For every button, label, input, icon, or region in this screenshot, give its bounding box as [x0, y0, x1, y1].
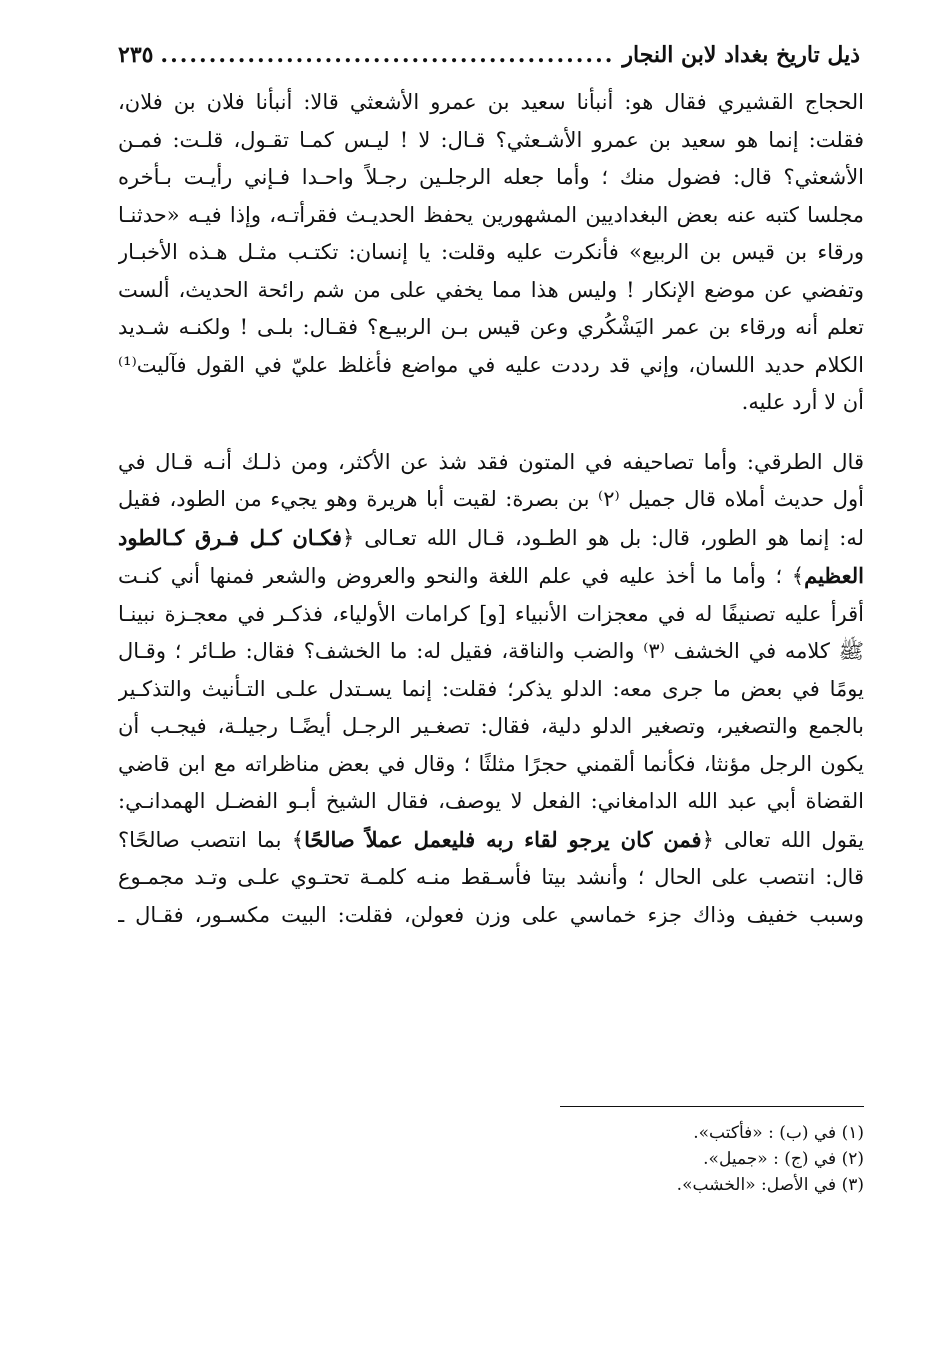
footnote-divider [560, 1106, 864, 1107]
leader-dots [161, 42, 614, 68]
quran-verse: العظيم [804, 563, 864, 588]
text-line: ورقاء بن قيس بن الربيع» فأنكرت عليه وقلت: يا إنسان: تكتـب مثـل هـذه الأخبـار [118, 240, 864, 264]
running-header [118, 40, 860, 70]
text-line [118, 557, 864, 596]
text-line: الكلام حديد اللسان، وإني قد رددت عليه في مواضع فأغلظ عليّ في القول فآليت⁽¹⁾ [118, 352, 864, 377]
paragraph-gap [118, 422, 864, 444]
text-line: تعلم أنه ورقاء بن عمر اليَشْكُري وعن قيس بـن الربيـع؟ فقـال: بلـى ! ولكنـه شـديد [118, 315, 864, 339]
text-segment: يقول الله تعالى ﴿ [701, 827, 864, 852]
text-line: أقرأ عليه تصنيفًا له في معجزات الأنبياء [و] كرامات الأولياء، فذكـر في معجـزة نبينـا [118, 601, 864, 626]
text-line: يكون الرجل مؤنثا، فكأنما ألقمني حجرًا مثلثًا ؛ وقال في بعض مناظراته مع ابن قاضي [118, 751, 864, 776]
footnote: (١) في (ب) : «فأكتب». [693, 1123, 864, 1143]
text-line [118, 519, 864, 558]
text-line: الأشعثي؟ قال: فضول منك ؛ وأما جعله الرجلـين رجـلاً واحـدا فـإني رأيـت بـأخره [118, 165, 864, 189]
book-title: ذيل تاريخ بغداد لابن النجار [622, 42, 860, 68]
page-number: ٢٣٥ [118, 42, 154, 68]
text-line: وسبب خفيف وذاك جزء خماسي على وزن فعولن، فقلت: البيت مكسـور، فقـال ـ [118, 902, 864, 927]
text-segment: ﴾ بما انتصب صالحًا؟ [118, 827, 305, 852]
footnote: (٢) في (ج) : «جميل». [703, 1149, 864, 1169]
footnotes [118, 1120, 864, 1198]
main-text [118, 84, 864, 934]
text-line: قال: انتصب على الحال ؛ وأنشد بيتا فأسـقط منـه كلمـة تحتـوي علـى وتـد مجمـوع [118, 865, 864, 889]
text-line: ﷺ كلامه في الخشف ⁽٣⁾ والضب والناقة، فقيل له: ما الخشف؟ فقال: طـائر ؛ وقـال [118, 639, 864, 663]
text-line [118, 821, 864, 860]
text-line: بالجمع والتصغير، وتصغير الدلو دلية، فقال: تصغـير الرجـل أيضًـا رجيلـة، فيجـب أن [118, 714, 864, 738]
text-segment: له: إنما هو الطور، قال: بل هو الطـود، قـال الله تعـالى ﴿ [341, 525, 864, 550]
text-line: قال الطرقي: وأما تصاحيفه في المتون فقد شذ عن الأكثر، ومن ذلـك أنـه قـال في [118, 449, 864, 474]
text-line: الحجاج القشيري فقال هو: أنبأنا سعيد بن عمرو الأشعثي قالا: أنبأنا فلان بن فلان، [118, 90, 864, 114]
text-line: القضاة أبي عبد الله الدامغاني: الفعل لا يوصف، فقال الشيخ أبـو الفضـل الهمدانـي: [118, 789, 864, 813]
quran-verse: فكـان كـل فـرق كـالطود [118, 524, 342, 550]
text-line: أول حديث أملاه قال جميل ⁽٢⁾ بن بصرة: لقيت أبا هريرة وهو يجيء من الطود، فقيل [118, 487, 864, 511]
text-segment: ﴾ ؛ وأما ما أخذ عليه في علم اللغة والنحو والعروض والشعر فمنها أني كنـت [118, 564, 805, 588]
text-line: أن لا أرد عليه. [741, 390, 864, 414]
quran-verse: فمن كان يرجو لقاء ربه فليعمل عملاً صالحًا [304, 826, 702, 852]
text-line: مجلسا كتبه عنه بعض البغداديين المشهورين يحفظ الحديـث فقرأتـه، وإذا فيـه «حدثنـا [118, 202, 864, 227]
text-line: يومًا في بعض ما جرى معه: الدلو يذكر؛ فقلت: إنما يسـتدل علـى التـأنيث والتذكـير [118, 676, 864, 701]
footnote: (٣) في الأصل: «الخشب». [676, 1175, 864, 1195]
text-line: وتفضي عن موضع الإنكار ! وليس هذا مما يخفي على من شم رائحة الحديث، ألست [118, 277, 864, 302]
text-line: فقلت: إنما هو سعيد بن عمرو الأشـعثي؟ قـال: لا ! ليـس كمـا تقـول، قلـت: فمـن [118, 127, 864, 152]
